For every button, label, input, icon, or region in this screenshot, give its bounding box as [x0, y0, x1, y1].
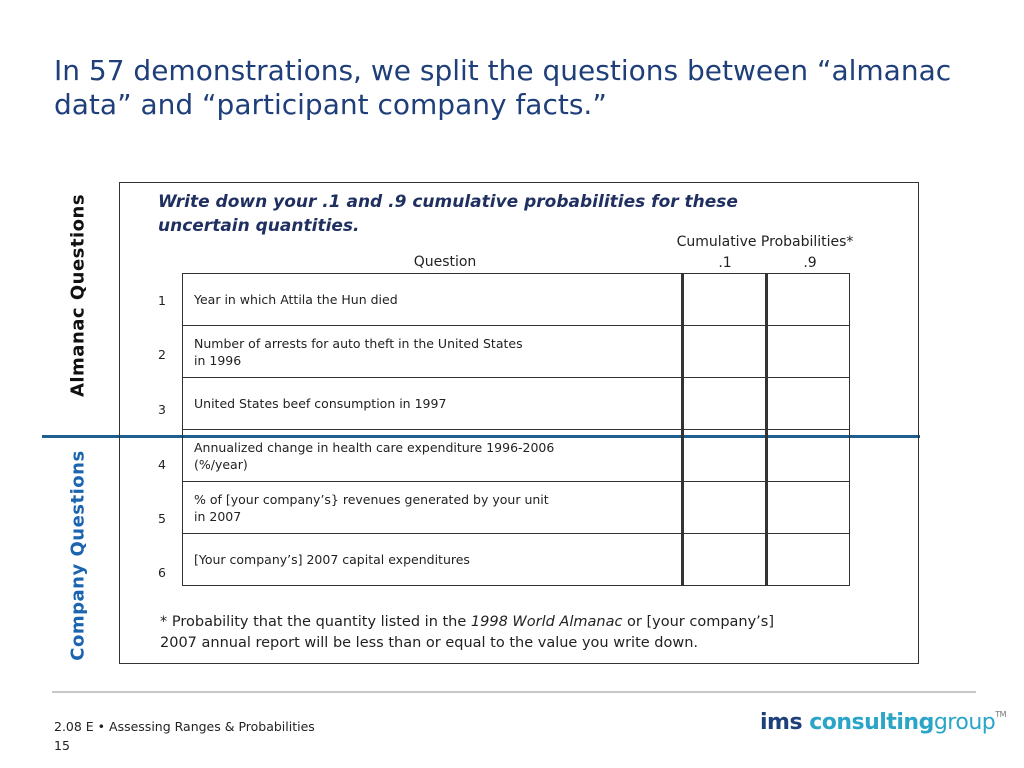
instructions [158, 190, 878, 238]
almanac-questions-label: Almanac Questions [67, 193, 89, 398]
p9-answer-cell[interactable] [767, 534, 850, 586]
table-row [183, 430, 850, 482]
row-number: 6 [158, 565, 166, 580]
p1-answer-cell[interactable] [683, 326, 767, 378]
logo-group: group [933, 710, 996, 735]
logo-tm: TM [995, 710, 1007, 719]
slide-title [54, 54, 994, 122]
instructions-line2: uncertain quantities. [158, 216, 360, 236]
question-text: [Your company’s] 2007 capital expenditures [183, 534, 683, 586]
footer-info [54, 717, 315, 755]
question-text: % of [your company’s} revenues generated by your unit in 2007 [183, 482, 683, 534]
row-number: 3 [158, 402, 166, 417]
question-text: Annualized change in health care expenditure 1996-2006 (%/year) [183, 430, 683, 482]
instructions-line1: Write down your .1 and .9 cumulative probabilities for these [158, 192, 738, 212]
p9-answer-cell[interactable] [767, 378, 850, 430]
cumulative-probabilities-header: Cumulative Probabilities* [676, 234, 854, 250]
question-text: United States beef consumption in 1997 [183, 378, 683, 430]
slide-title-line1: In 57 demonstrations, we split the questions between “almanac [54, 54, 952, 87]
question-column-header: Question [413, 254, 477, 270]
p1-answer-cell[interactable] [683, 430, 767, 482]
p1-column-header: .1 [718, 255, 732, 271]
questions-table [182, 273, 850, 586]
row-number: 1 [158, 293, 166, 308]
logo-ims: ims [760, 710, 803, 735]
footnote-line2: 2007 annual report will be less than or equal to the value you write down. [160, 635, 699, 651]
footer-course: 2.08 E • Assessing Ranges & Probabilities [54, 719, 315, 734]
question-text: Number of arrests for auto theft in the United States in 1996 [183, 326, 683, 378]
footnote-line1: * Probability that the quantity listed in the 1998 World Almanac or [your company’s] [160, 614, 775, 630]
p1-answer-cell[interactable] [683, 274, 767, 326]
row-number: 4 [158, 457, 166, 472]
table-row [183, 326, 850, 378]
footer-rule [52, 691, 976, 693]
table-row [183, 482, 850, 534]
ims-consulting-group-logo [760, 710, 1006, 735]
table-row [183, 378, 850, 430]
p1-answer-cell[interactable] [683, 534, 767, 586]
question-text: Year in which Attila the Hun died [183, 274, 683, 326]
p9-column-header: .9 [803, 255, 817, 271]
p1-answer-cell[interactable] [683, 378, 767, 430]
slide-title-line2: data” and “participant company facts.” [54, 88, 607, 121]
footnote [160, 612, 900, 654]
footnote-source-italic: 1998 World Almanac [470, 614, 623, 630]
row-number: 5 [158, 511, 166, 526]
page-number: 15 [54, 738, 70, 753]
p9-answer-cell[interactable] [767, 430, 850, 482]
table-row [183, 274, 850, 326]
table-row [183, 534, 850, 586]
logo-consulting: consulting [809, 710, 934, 735]
row-number: 2 [158, 347, 166, 362]
company-questions-label: Company Questions [67, 450, 89, 661]
p9-answer-cell[interactable] [767, 274, 850, 326]
p9-answer-cell[interactable] [767, 326, 850, 378]
p9-answer-cell[interactable] [767, 482, 850, 534]
p1-answer-cell[interactable] [683, 482, 767, 534]
